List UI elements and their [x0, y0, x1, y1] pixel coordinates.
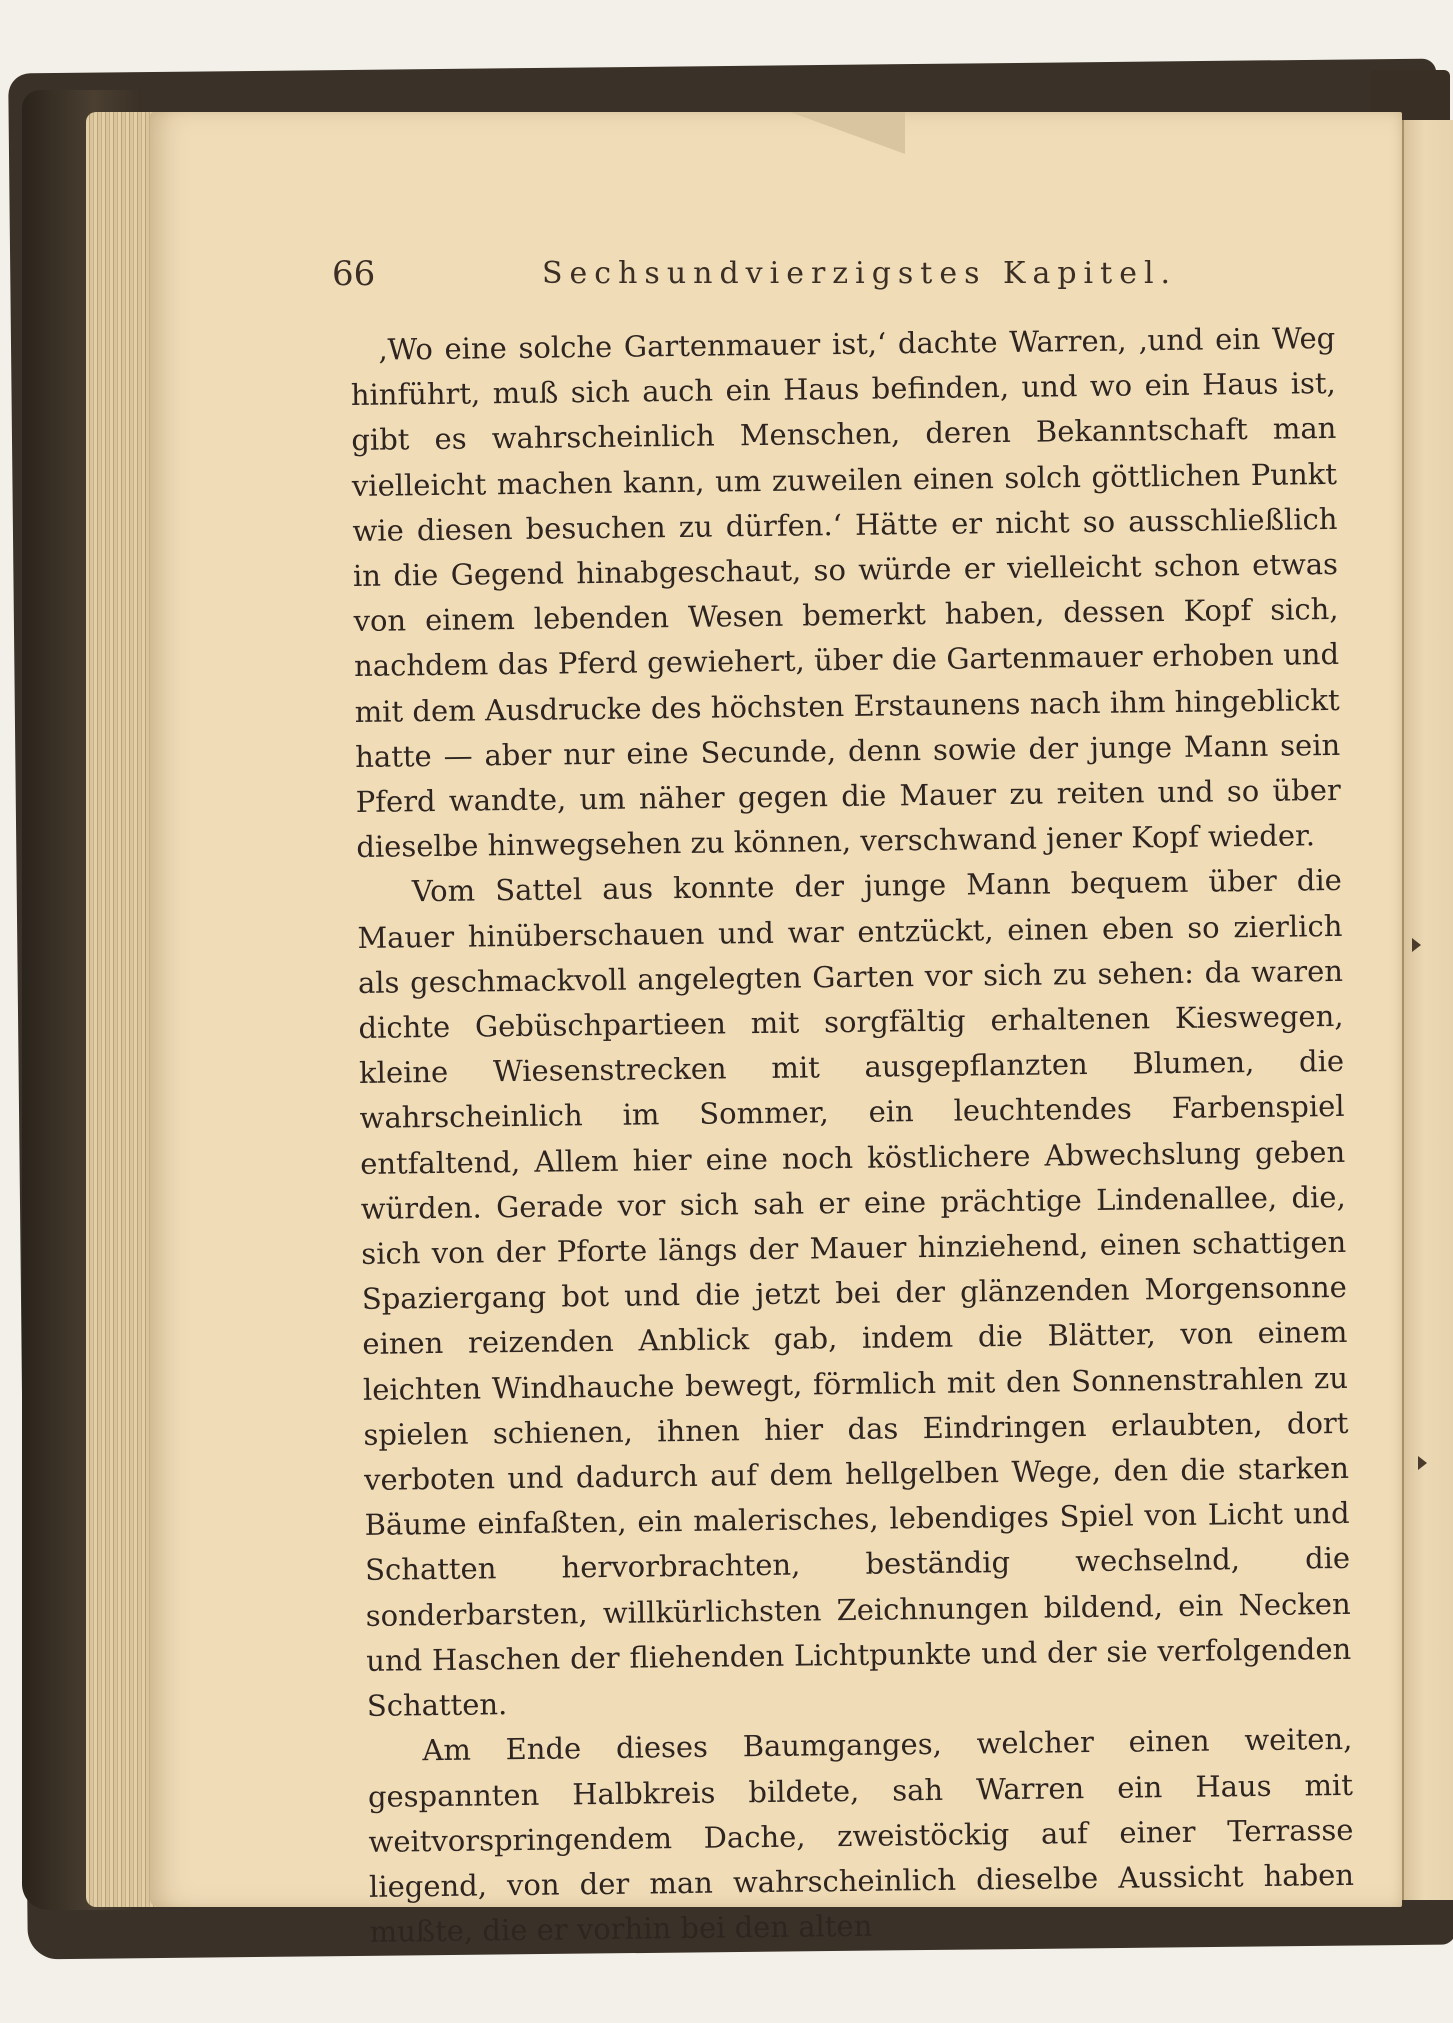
paragraph: Vom Sattel aus konnte der junge Mann bequem über die Mauer hinüberschauen und war entzückt, einen eben so zierlich als geschmackvoll angelegten Garten vor sich zu sehen: da waren dichte Gebüschpartieen mit sorgfältig erhaltenen Kieswegen, kleine Wiesenstrecken mit ausgepflanzten Blumen, die wahrscheinlich im Sommer, ein leuchtendes Farbenspiel entfaltend, Allem hier eine noch köstlichere Abwechslung geben würden. Gerade vor sich sah er eine prächtige Lindenallee, die, sich von der Pforte längs der Mauer hinziehend, einen schattigen Spaziergang bot und die jetzt bei der glänzenden Morgensonne einen reizenden Anblick gab, indem die Blätter, von einem leichten Windhauche bewegt, förmlich mit den Sonnenstrahlen zu spielen schienen, ihnen hier das Eindringen erlaubten, dort verboten und dadurch auf dem hellgelben Wege, den die starken Bäume einfaßten, ein malerisches, lebendiges Spiel von Licht und Schatten hervorbrachten, beständig wechselnd, die sonderbarsten, willkürlichsten Zeichnungen bildend, ein Necken und Haschen der fliehenden Lichtpunkte und der sie verfolgenden Schatten.	[357, 863, 1352, 1723]
chapter-title: Sechsundvierzigstes Kapitel.	[542, 256, 1178, 291]
margin-mark-icon	[1412, 938, 1421, 952]
facing-page-edge	[1402, 120, 1453, 1900]
running-header	[332, 250, 1332, 310]
paragraph: Am Ende dieses Baumganges, welcher einen weiten, gespannten Halbkreis bildete, sah Warren ein Haus mit weitvorspringendem Dache, zweistöckig auf einer Terrasse liegend, von der man wahrscheinlich dieselbe Aussicht haben mußte, die er vorhin bei den alten	[367, 1722, 1355, 1949]
page-crease	[790, 112, 905, 154]
page-number: 66	[332, 254, 376, 294]
paragraph: ‚Wo eine solche Gartenmauer ist,‘ dachte Warren, ‚und ein Weg hinführt, muß sich auch ein Haus befinden, und wo ein Haus ist, gibt es wahrscheinlich Menschen, deren Bekanntschaft man vielleicht machen kann, um zuweilen einen solch göttlichen Punkt wie diesen besuchen zu dürfen.‘ Hätte er nicht so ausschließlich in die Gegend hinabgeschaut, so würde er vielleicht schon etwas von einem lebenden Wesen bemerkt haben, dessen Kopf sich, nachdem das Pferd gewiehert, über die Gartenmauer erhoben und mit dem Ausdrucke des höchsten Erstaunens nach ihm hingeblickt hatte — aber nur eine Secunde, denn sowie der junge Mann sein Pferd wandte, um näher gegen die Mauer zu reiten und so über dieselbe hinwegsehen zu können, verschwand jener Kopf wieder.	[350, 320, 1341, 865]
body-text	[350, 316, 1355, 1955]
margin-mark-icon	[1418, 1456, 1427, 1470]
